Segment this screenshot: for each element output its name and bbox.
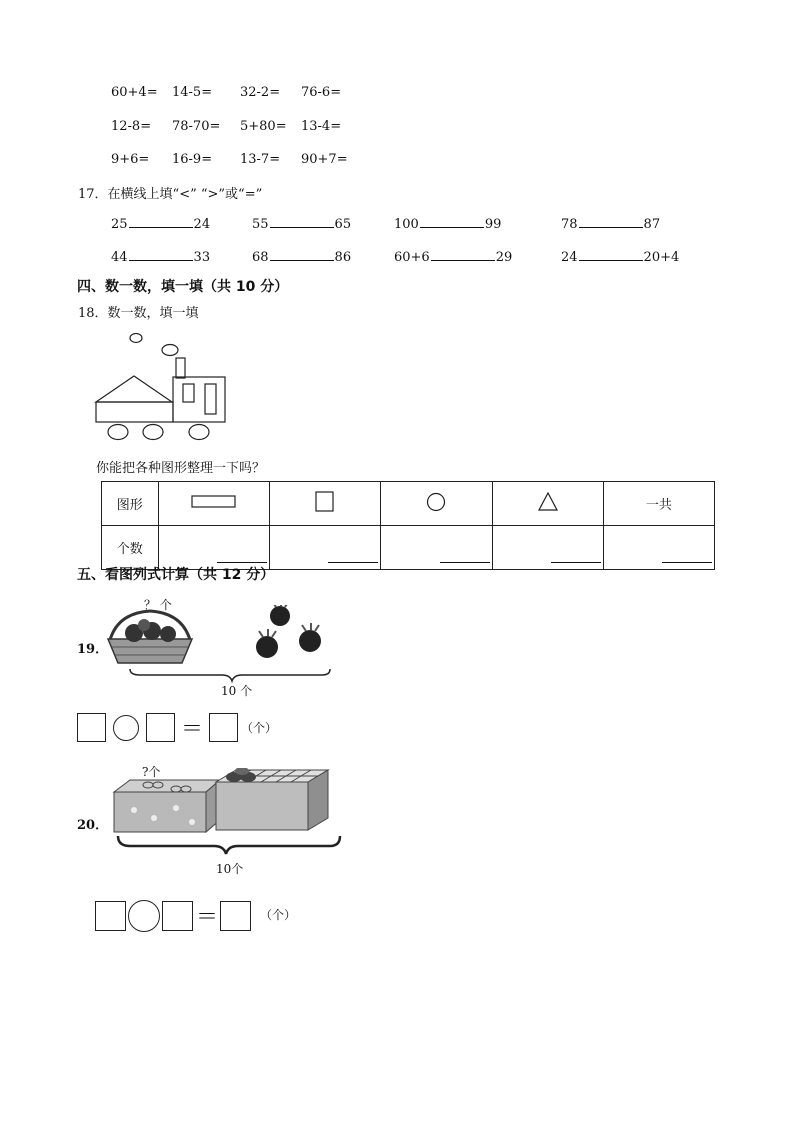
count-answer-cell[interactable]: [158, 526, 269, 570]
count-answer-cell[interactable]: [492, 526, 603, 570]
radish-icon: [256, 629, 278, 658]
smoke-circle-icon: [130, 334, 142, 343]
q19-unknown-label: ？ 个: [144, 598, 172, 612]
equation: 16-9=: [172, 152, 213, 167]
equals-sign: ＝: [181, 717, 204, 742]
comparison: 78 87: [561, 217, 661, 232]
comparison: 68 86: [252, 250, 352, 265]
answer-blank[interactable]: [662, 562, 712, 563]
egg-boxes-illustration: [110, 768, 346, 858]
answer-blank[interactable]: [217, 562, 267, 563]
chimney-rectangle-icon: [176, 358, 185, 378]
window-rectangle-icon: [183, 384, 194, 402]
radish-illustration: [100, 605, 335, 685]
radish-icon: [299, 623, 321, 652]
engine-square-icon: [173, 377, 225, 422]
table-row: [102, 482, 715, 526]
comparison: 60+6 29: [394, 250, 513, 265]
q19-unit: （个）: [241, 721, 278, 735]
window-rectangle-icon: [205, 384, 216, 414]
table-row: [102, 526, 715, 570]
train-figure: [90, 328, 235, 444]
radish-icon: [270, 605, 290, 626]
q18-title: 18．数一数，填一填: [78, 306, 199, 321]
q20-unit: （个）: [260, 908, 297, 922]
rectangle-icon: [191, 495, 237, 509]
answer-blank[interactable]: [129, 249, 193, 261]
answer-blank[interactable]: [328, 562, 378, 563]
q20-number: 20．: [77, 818, 109, 833]
open-box-icon: [216, 768, 328, 830]
answer-blank[interactable]: [551, 562, 601, 563]
equation: 12-8=: [111, 119, 152, 134]
roof-triangle-icon: [96, 376, 172, 402]
answer-blank[interactable]: [579, 216, 643, 228]
answer-box[interactable]: [162, 901, 193, 931]
equation: 78-70=: [172, 119, 221, 134]
q20-total-label: 10个: [216, 862, 244, 876]
equation: 5+80=: [240, 119, 287, 134]
equation: 76-6=: [301, 85, 342, 100]
answer-blank[interactable]: [579, 249, 643, 261]
row-label-count: 个数: [102, 526, 159, 570]
equation: 32-2=: [240, 85, 281, 100]
shape-count-table: [101, 481, 715, 570]
comparison: 100 99: [394, 217, 502, 232]
q18-prompt: 你能把各种图形整理一下吗？: [96, 461, 266, 476]
car-rectangle-icon: [96, 402, 173, 422]
q19-number: 19．: [77, 642, 109, 657]
comparison: 25 24: [111, 217, 211, 232]
basket-icon: [108, 611, 192, 663]
answer-box[interactable]: [95, 901, 126, 931]
answer-blank[interactable]: [129, 216, 193, 228]
equation: 60+4=: [111, 85, 158, 100]
section-4-heading: 四、数一数，填一填（共 10 分）: [77, 279, 289, 295]
comparison: 24 20+4: [561, 250, 680, 265]
wheel-circle-icon: [108, 425, 128, 440]
comparison: 55 65: [252, 217, 352, 232]
answer-blank[interactable]: [270, 216, 334, 228]
q20-unknown-label: ?个: [142, 765, 161, 779]
operator-circle[interactable]: [113, 715, 139, 741]
q17-title: 17．在横线上填“<” “>”或“=”: [78, 187, 263, 202]
wheel-circle-icon: [189, 425, 209, 440]
answer-blank[interactable]: [270, 249, 334, 261]
circle-icon: [426, 492, 446, 512]
total-label: 一共: [603, 482, 714, 526]
answer-box[interactable]: [209, 713, 238, 742]
equation: 13-7=: [240, 152, 281, 167]
smoke-circle-icon: [162, 345, 178, 356]
answer-box[interactable]: [77, 713, 106, 742]
count-answer-cell[interactable]: [270, 526, 381, 570]
answer-blank[interactable]: [431, 249, 495, 261]
equals-sign: ＝: [196, 905, 219, 930]
q19-total-label: 10 个: [221, 684, 253, 698]
equation: 9+6=: [111, 152, 150, 167]
wheel-circle-icon: [143, 425, 163, 440]
operator-circle[interactable]: [128, 900, 160, 932]
answer-box[interactable]: [220, 901, 251, 931]
brace-icon: [118, 836, 340, 854]
equation: 13-4=: [301, 119, 342, 134]
row-label-shape: 图形: [102, 482, 159, 526]
count-answer-cell[interactable]: [603, 526, 714, 570]
answer-box[interactable]: [146, 713, 175, 742]
equation: 90+7=: [301, 152, 348, 167]
count-answer-cell[interactable]: [381, 526, 492, 570]
section-5-heading: 五、看图列式计算（共 12 分）: [77, 567, 275, 583]
triangle-icon: [537, 492, 559, 512]
answer-blank[interactable]: [420, 216, 484, 228]
square-icon: [315, 491, 335, 513]
comparison: 44 33: [111, 250, 211, 265]
equation: 14-5=: [172, 85, 213, 100]
answer-blank[interactable]: [440, 562, 490, 563]
brace-icon: [130, 669, 330, 681]
closed-box-icon: [114, 780, 220, 832]
